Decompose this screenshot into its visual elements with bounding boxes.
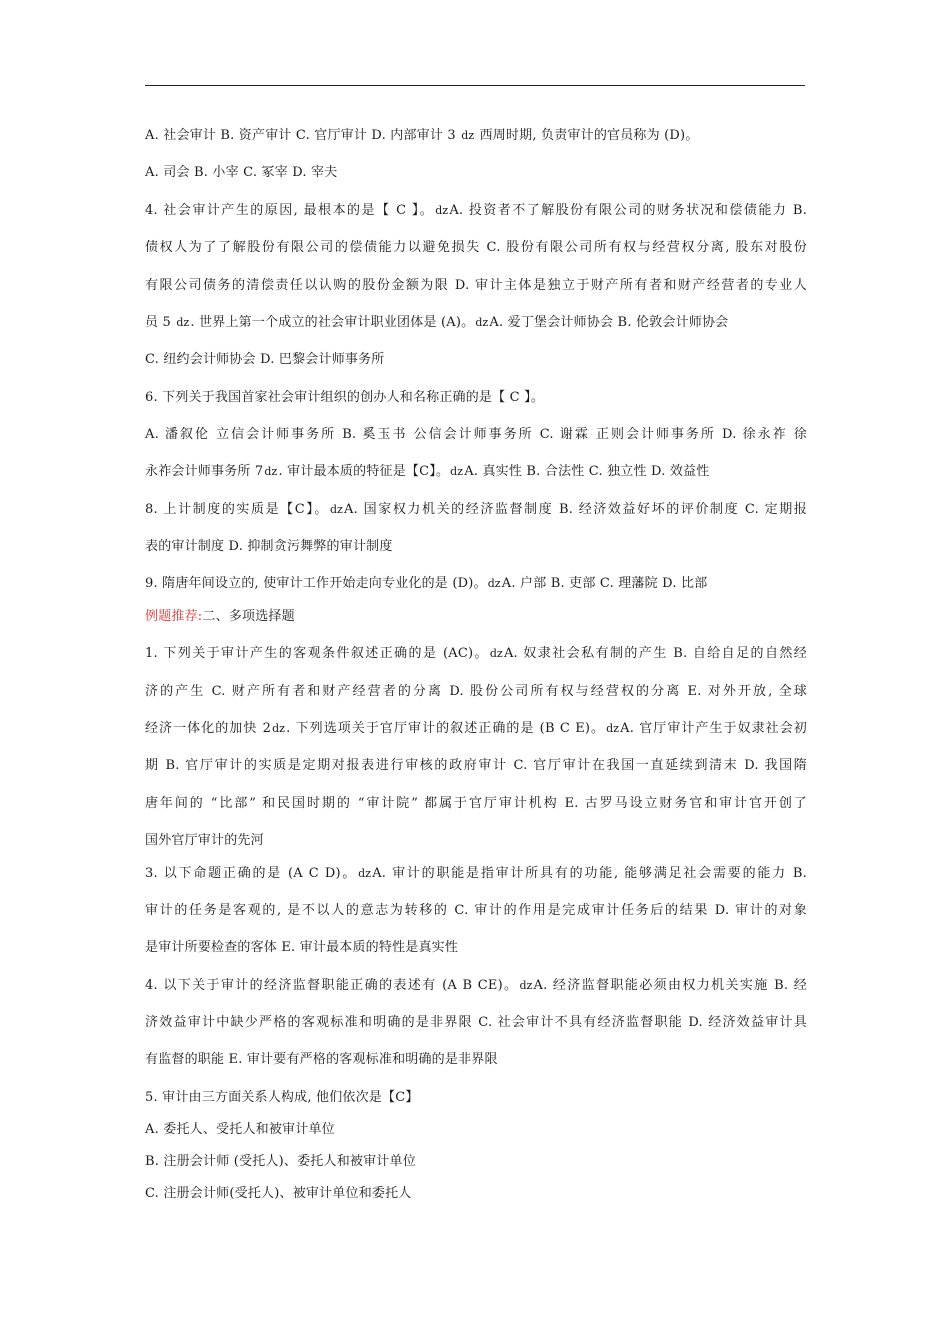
header-rule: [145, 85, 805, 86]
text-line: 济的产生 C. 财产所有者和财产经营者的分离 D. 股份公司所有权与经营权的分离 E. 对外开放, 全球: [145, 684, 807, 699]
text-line: 表的审计制度 D. 抑制贪污舞弊的审计制度: [145, 539, 393, 554]
text-line: 员 5 ǳ. 世界上第一个成立的社会审计职业团体是 (A)。ǳA. 爱丁堡会计师协会 B. 伦敦会计师协会: [145, 315, 729, 330]
text-line: 4. 社会审计产生的原因, 最根本的是【 C 】。ǳA. 投资者不了解股份有限公司的财务状况和偿债能力 B.: [145, 203, 807, 218]
text-line: 1. 下列关于审计产生的客观条件叙述正确的是 (AC)。ǳA. 奴隶社会私有制的产生 B. 自给自足的自然经: [145, 646, 808, 661]
glyph-mark-icon: ǳ: [264, 465, 278, 478]
text-line: 5. 审计由三方面关系人构成, 他们依次是【C】: [145, 1090, 419, 1105]
glyph-mark-icon: ǳ: [606, 722, 620, 735]
glyph-mark-icon: ǳ: [358, 867, 372, 880]
glyph-mark-icon: ǳ: [450, 465, 464, 478]
section-heading: 例题推荐:二、多项选择题: [145, 609, 295, 624]
glyph-mark-icon: ǳ: [272, 722, 286, 735]
text-line: 永祚会计师事务所 7ǳ. 审计最本质的特征是【C】。ǳA. 真实性 B. 合法性 C. 独立性 D. 效益性: [145, 464, 710, 479]
text-line: 有限公司债务的清偿责任以认购的股份金额为限 D. 审计主体是独立于财产所有者和财产经营者的专业人: [145, 278, 807, 293]
glyph-mark-icon: ǳ: [519, 979, 533, 992]
glyph-mark-icon: ǳ: [435, 204, 449, 217]
text-line: A. 司会 B. 小宰 C. 冢宰 D. 宰夫: [145, 165, 338, 180]
text-line: A. 委托人、受托人和被审计单位: [145, 1122, 335, 1137]
text-line: 唐年间的 “比部” 和民国时期的 “审计院” 都属于官厅审计机构 E. 古罗马设立财务官和审计官开创了: [145, 796, 807, 811]
glyph-mark-icon: ǳ: [176, 316, 190, 329]
glyph-mark-icon: ǳ: [487, 577, 501, 590]
glyph-mark-icon: ǳ: [489, 647, 503, 660]
text-line: 4. 以下关于审计的经济监督职能正确的表述有 (A B CE)。ǳA. 经济监督职能必须由权力机关实施 B. 经: [145, 978, 807, 993]
text-line: 8. 上计制度的实质是【C】。ǳA. 国家权力机关的经济监督制度 B. 经济效益好坏的评价制度 C. 定期报: [145, 502, 807, 517]
text-line: 国外官厅审计的先河: [145, 833, 264, 848]
text-line: C. 纽约会计师协会 D. 巴黎会计师事务所: [145, 352, 385, 367]
text-line: C. 注册会计师(受托人)、被审计单位和委托人: [145, 1186, 412, 1201]
glyph-mark-icon: ǳ: [329, 503, 344, 516]
glyph-mark-icon: ǳ: [461, 129, 475, 142]
text-line: 6. 下列关于我国首家社会审计组织的创办人和名称正确的是【 C 】。: [145, 390, 545, 405]
text-line: 债权人为了了解股份有限公司的偿债能力以避免损失 C. 股份有限公司所有权与经营权分离, 股东对股份: [145, 240, 807, 255]
text-line: 经济一体化的加快 2ǳ. 下列选项关于官厅审计的叙述正确的是 (B C E)。ǳA. 官厅审计产生于奴隶社会初: [145, 721, 807, 736]
text-line: 审计的任务是客观的, 是不以人的意志为转移的 C. 审计的作用是完成审计任务后的结果 D. 审计的对象: [145, 903, 807, 918]
text-line: 是审计所要检查的客体 E. 审计最本质的特性是真实性: [145, 940, 459, 955]
text-line: 济效益审计中缺少严格的客观标准和明确的是非界限 C. 社会审计不具有经济监督职能 D. 经济效益审计具: [145, 1015, 807, 1030]
text-line: 9. 隋唐年间设立的, 使审计工作开始走向专业化的是 (D)。ǳA. 户部 B. 吏部 C. 理藩院 D. 比部: [145, 576, 708, 591]
text-line: A. 潘叙伦 立信会计师事务所 B. 奚玉书 公信会计师事务所 C. 谢霖 正则会计师事务所 D. 徐永祚 徐: [145, 427, 807, 442]
glyph-mark-icon: ǳ: [475, 316, 489, 329]
text-line: 3. 以下命题正确的是 (A C D)。ǳA. 审计的职能是指审计所具有的功能, 能够满足社会需要的能力 B.: [145, 866, 807, 881]
text-line: 期 B. 官厅审计的实质是定期对报表进行审核的政府审计 C. 官厅审计在我国一直延续到清末 D. 我国隋: [145, 758, 807, 773]
text-line: B. 注册会计师 (受托人)、委托人和被审计单位: [145, 1154, 416, 1169]
recommend-label: 例题推荐:: [145, 609, 203, 624]
text-line: A. 社会审计 B. 资产审计 C. 官厅审计 D. 内部审计 3 ǳ 西周时期, 负责审计的官员称为 (D)。: [145, 128, 699, 143]
text-line: 有监督的职能 E. 审计要有严格的客观标准和明确的是非界限: [145, 1052, 498, 1067]
